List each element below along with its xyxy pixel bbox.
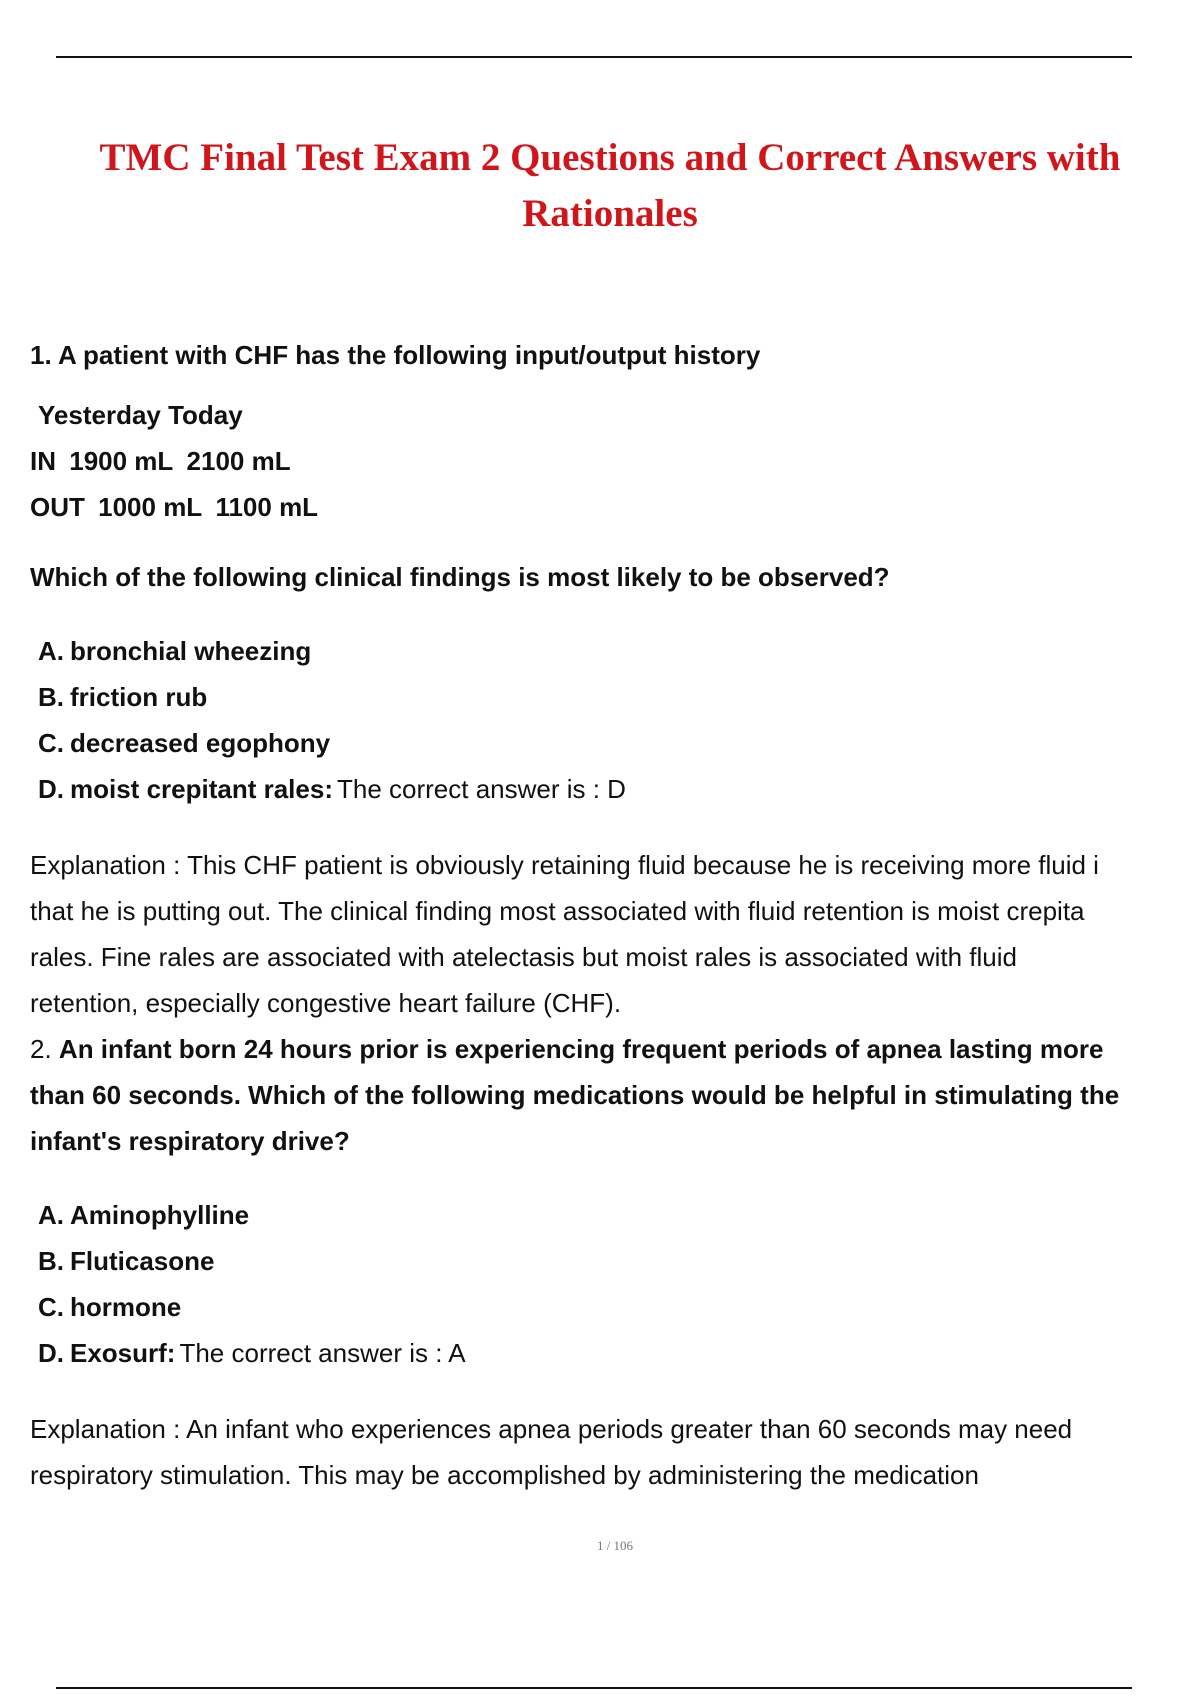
explanation-line: Explanation : An infant who experiences apnea periods greater than 60 seconds may need: [30, 1414, 1073, 1444]
correct-answer: The correct answer is : D: [336, 774, 626, 804]
option-letter: D.: [38, 774, 64, 804]
question-2-explanation: [30, 1406, 1200, 1498]
question-1-explanation: [30, 842, 1200, 1026]
top-rule: [56, 56, 1132, 58]
io-row-today: 2100 mL: [186, 446, 291, 476]
option-d: [38, 766, 1200, 812]
question-1-number: 1.: [30, 340, 52, 370]
question-2-line: [30, 1026, 1200, 1072]
io-row-label: IN: [30, 446, 56, 476]
io-table-row-out: [30, 484, 1200, 530]
option-a: [38, 1192, 1200, 1238]
option-text: hormone: [70, 1292, 182, 1322]
option-text: Fluticasone: [70, 1246, 215, 1276]
io-row-yesterday: 1900 mL: [69, 446, 174, 476]
document-body: [30, 332, 1200, 1498]
page-number: 1 / 106: [596, 1538, 634, 1553]
option-letter: B.: [38, 682, 64, 712]
question-2-text: An infant born 24 hours prior is experiencing frequent periods of apnea lasting more: [58, 1034, 1104, 1064]
io-row-today: 1100 mL: [215, 492, 319, 522]
option-letter: C.: [38, 1292, 64, 1322]
explanation-line: retention, especially congestive heart failure (CHF).: [30, 988, 622, 1018]
explanation-line: respiratory stimulation. This may be accomplished by administering the medication: [30, 1460, 979, 1490]
option-text: moist crepitant rales:: [70, 774, 333, 804]
io-row-label: OUT: [30, 492, 85, 522]
question-1-prompt: Which of the following clinical findings is most likely to be observed?: [30, 562, 890, 592]
io-table: [30, 392, 1200, 530]
explanation-line: Explanation : This CHF patient is obviously retaining fluid because he is receiving more fluid i: [30, 850, 1099, 880]
option-text: Aminophylline: [70, 1200, 250, 1230]
option-c: [38, 720, 1200, 766]
question-2-stem: [30, 1026, 1200, 1164]
question-2-options: [30, 1192, 1200, 1376]
option-text: Exosurf:: [70, 1338, 176, 1368]
io-table-row-in: [30, 438, 1200, 484]
question-1-options: [30, 628, 1200, 812]
option-b: [38, 674, 1200, 720]
question-1-stem: [30, 332, 1200, 378]
option-letter: D.: [38, 1338, 64, 1368]
option-b: [38, 1238, 1200, 1284]
document-title: TMC Final Test Exam 2 Questions and Correct Answers with Rationales: [99, 136, 1121, 235]
io-table-header: Yesterday Today: [38, 400, 243, 430]
option-letter: B.: [38, 1246, 64, 1276]
option-text: bronchial wheezing: [70, 636, 312, 666]
question-1-text: A patient with CHF has the following input/output history: [57, 340, 761, 370]
option-c: [38, 1284, 1200, 1330]
bottom-rule: [56, 1687, 1132, 1689]
option-letter: A.: [38, 636, 64, 666]
question-2-number: 2.: [30, 1034, 52, 1064]
option-letter: C.: [38, 728, 64, 758]
explanation-line: that he is putting out. The clinical finding most associated with fluid retention is moist crepita: [30, 896, 1085, 926]
explanation-line: rales. Fine rales are associated with atelectasis but moist rales is associated with fluid: [30, 942, 1017, 972]
question-2-line: infant's respiratory drive?: [30, 1126, 350, 1156]
option-letter: A.: [38, 1200, 64, 1230]
correct-answer: The correct answer is : A: [179, 1338, 466, 1368]
question-2-line: than 60 seconds. Which of the following medications would be helpful in stimulating the: [30, 1080, 1120, 1110]
option-d: [38, 1330, 1200, 1376]
io-row-yesterday: 1000 mL: [98, 492, 203, 522]
option-a: [38, 628, 1200, 674]
option-text: decreased egophony: [70, 728, 331, 758]
option-text: friction rub: [70, 682, 208, 712]
